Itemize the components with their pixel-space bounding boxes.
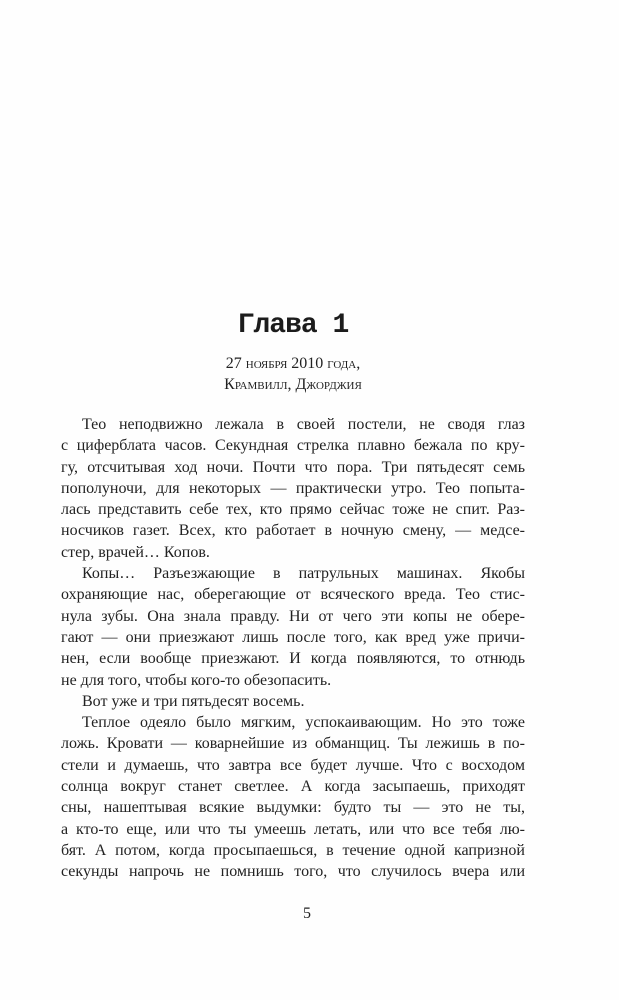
text-line: стер, врачей… Копов.: [61, 543, 210, 561]
page-number: 5: [303, 905, 311, 922]
text-line: секунды напрочь не помнишь того, что случилось вчера или: [61, 863, 525, 881]
text-line: гу, отсчитывая ход ночи. Почти что пора. Три пятьдесят семь: [61, 458, 525, 476]
text-line: носчиков газет. Всех, кто работает в ночную смену, — медсе-: [61, 522, 525, 540]
text-line: бят. А потом, когда просыпаешься, в течение одной капризной: [61, 841, 525, 859]
paragraph: [61, 414, 525, 563]
text-line: лась представить себе тех, кто прямо сейчас тоже не спит. Раз-: [61, 501, 525, 519]
paragraph: [61, 712, 525, 882]
dateline: [61, 353, 525, 395]
text-line: гают — они приезжают лишь после того, как вред уже причи-: [61, 628, 525, 646]
text-line: а кто-то еще, или что ты умеешь летать, или что все тебя лю-: [61, 820, 525, 838]
dateline-place: Крамвилл, Джорджия: [224, 376, 362, 393]
text-line: Копы… Разъезжающие в патрульных машинах. Якобы: [82, 565, 525, 583]
text-line: пополуночи, для некоторых — практически утро. Тео попыта-: [61, 479, 525, 497]
text-line: сны, нашептывая всякие выдумки: будто ты — это не ты,: [61, 799, 525, 817]
text-line: Вот уже и три пятьдесят восемь.: [82, 692, 305, 710]
text-line: солнца вокруг станет светлее. А когда засыпаешь, приходят: [61, 778, 525, 796]
dateline-date: 27 ноября 2010 года,: [225, 355, 361, 372]
text-line: стели и думаешь, что завтра все будет лучше. Что с восходом: [61, 756, 525, 774]
text-line: нен, если вообще приезжают. И когда появляются, то отнюдь: [61, 650, 525, 668]
text-line: нула зубы. Она знала правду. Ни от чего эти копы не обере-: [61, 607, 525, 625]
text-line: ложь. Кровати — коварнейшие из обманщиц. Ты лежишь в по-: [61, 735, 525, 753]
text-line: Тео неподвижно лежала в своей постели, не сводя глаз: [82, 416, 525, 433]
body-text: [61, 414, 525, 883]
text-line: с циферблата часов. Секундная стрелка плавно бежала по кру-: [61, 437, 525, 455]
paragraph: [61, 563, 525, 691]
paragraph: [61, 691, 525, 712]
text-line: не для того, чтобы кого-то обезопасить.: [61, 671, 332, 689]
text-line: Теплое одеяло было мягким, успокаивающим. Но это тоже: [82, 714, 525, 732]
text-line: охраняющие нас, оберегающие от всяческого вреда. Тео стис-: [61, 586, 525, 604]
chapter-title: Глава 1: [237, 310, 349, 341]
